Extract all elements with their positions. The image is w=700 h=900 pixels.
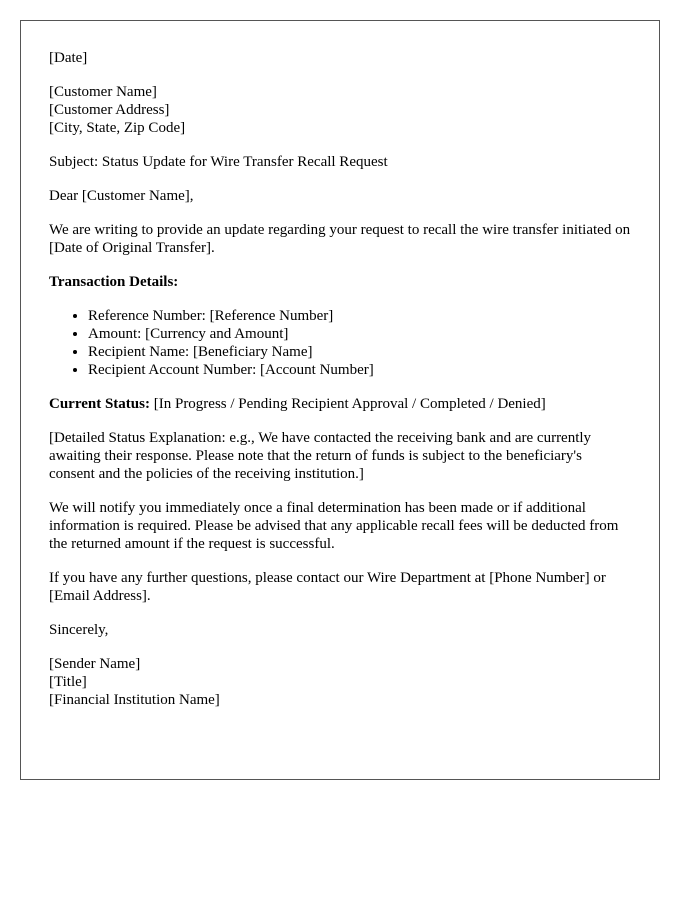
closing: Sincerely, — [49, 622, 109, 638]
status-label: Current Status: — [49, 396, 150, 412]
transaction-details-heading: Transaction Details: — [49, 274, 179, 290]
list-item: • Recipient Name: [Beneficiary Name] — [88, 343, 631, 361]
subject-line: Subject: Status Update for Wire Transfer Recall Request — [49, 154, 388, 170]
salutation: Dear [Customer Name], — [49, 188, 194, 204]
recipient-address-block — [49, 83, 631, 137]
letter-page — [20, 20, 660, 780]
list-item: • Amount: [Currency and Amount] — [88, 325, 631, 343]
status-explanation-paragraph: [Detailed Status Explanation: e.g., We have contacted the receiving bank and are currently awaiting their response. Please note that the return of funds is subject to the beneficiary's consent and the policies of the receiving institution.] — [49, 430, 592, 482]
sender-institution: [Financial Institution Name] — [49, 692, 220, 708]
status-value: [In Progress / Pending Recipient Approval / Completed / Denied] — [153, 396, 546, 412]
signature-block — [49, 655, 631, 709]
sender-name: [Sender Name] — [49, 656, 141, 672]
letter-date — [49, 49, 631, 67]
recipient-city-state-zip: [City, State, Zip Code] — [49, 120, 186, 136]
date-text: [Date] — [49, 50, 88, 66]
list-item: • Recipient Account Number: [Account Number] — [88, 361, 631, 379]
transaction-details-list — [49, 307, 631, 379]
sender-title: [Title] — [49, 674, 87, 690]
recipient-address: [Customer Address] — [49, 102, 170, 118]
contact-paragraph: If you have any further questions, please contact our Wire Department at [Phone Number] or [Email Address]. — [49, 570, 606, 604]
current-status-line — [49, 395, 631, 413]
recipient-name: [Customer Name] — [49, 84, 157, 100]
notification-paragraph: We will notify you immediately once a final determination has been made or if additional information is required. Please be advised that any applicable recall fees will be deducted from the returned amount if the request is successful. — [49, 500, 619, 552]
intro-paragraph: We are writing to provide an update regarding your request to recall the wire transfer initiated on [Date of Original Transfer]. — [49, 222, 631, 256]
list-item: • Reference Number: [Reference Number] — [88, 307, 631, 325]
